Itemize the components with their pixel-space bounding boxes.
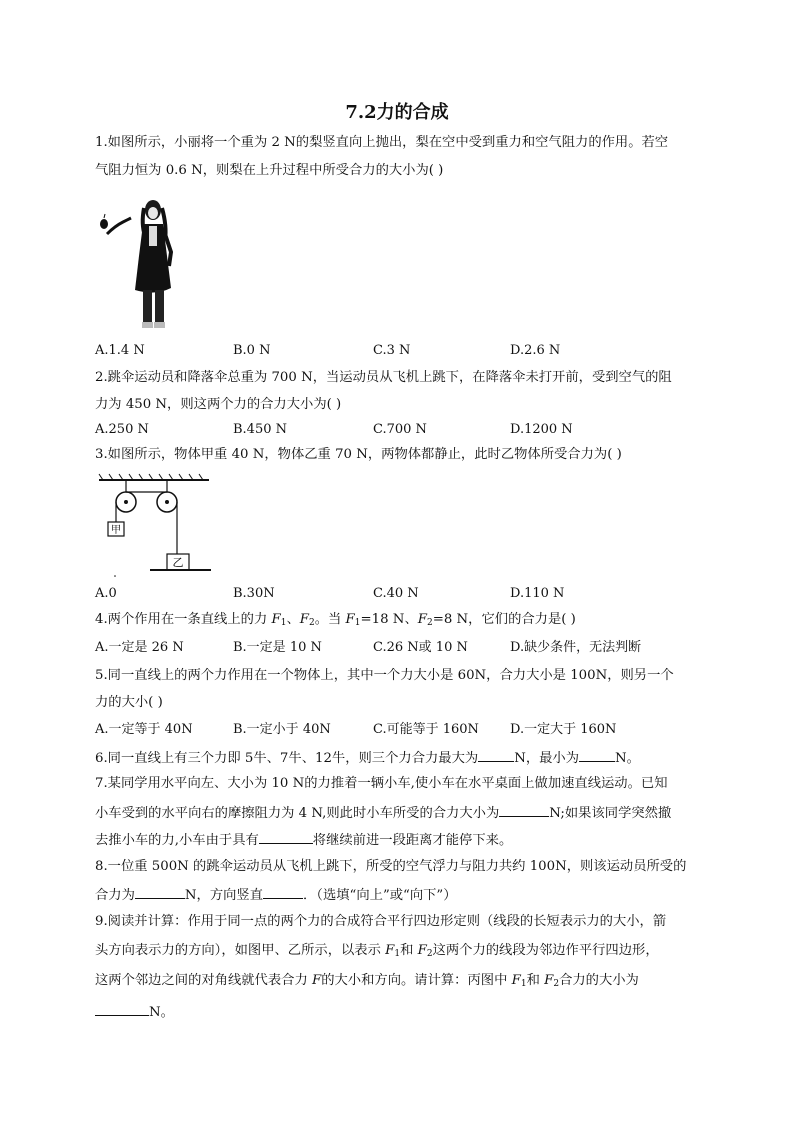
q9-sub-3: 1	[520, 979, 527, 989]
q4-sub-2: 2	[308, 618, 315, 628]
q7-text-2a: 小车受到的水平向右的摩擦阻力为 4 N,则此时小车所受的合力大小为	[95, 806, 500, 821]
q9-blank-resultant[interactable]	[95, 1001, 149, 1016]
block-jia-label: 甲	[111, 525, 121, 536]
q9-line2	[95, 941, 705, 964]
q3-option-d[interactable]: D.110 N	[510, 586, 565, 601]
q9-f2-b: F	[544, 973, 554, 988]
q8-text-2b: N，方向竖直	[184, 888, 264, 903]
q7-text-3a: 去推小车的力,小车由于具有	[95, 833, 259, 848]
q9-text-3b: 的大小和方向。请计算：丙图中	[321, 973, 512, 988]
q8-text-2c: ．（选填“向上”或“向下”）	[303, 888, 457, 903]
q4-text-1: 4.两个作用在一条直线上的力	[95, 612, 272, 627]
q9-sub-4: 2	[553, 979, 560, 989]
q1-option-a[interactable]: A.1.4 N	[95, 343, 145, 358]
q5-options	[95, 720, 705, 740]
q4-line1	[95, 610, 705, 633]
q7-line1: 7.某同学用水平向左、大小为 10 N的力推着一辆小车,使小车在水平桌面上做加速直线运动。已知	[95, 776, 668, 791]
q9-text-3c: 和	[526, 973, 545, 988]
q4-options	[95, 638, 705, 658]
q7-blank-force[interactable]	[499, 802, 549, 817]
q5-option-d[interactable]: D.一定大于 160N	[510, 722, 617, 737]
q1-option-b[interactable]: B.0 N	[233, 343, 271, 358]
q2-line2: 力为 450 N，则这两个力的合力大小为( )	[95, 397, 342, 412]
q1-option-c[interactable]: C.3 N	[373, 343, 411, 358]
q2-option-d[interactable]: D.1200 N	[510, 422, 573, 437]
q9-f1-b: F	[511, 973, 521, 988]
q9-text-3a: 这两个邻边之间的对角线就代表合力	[95, 973, 312, 988]
q5-option-b[interactable]: B.一定小于 40N	[233, 722, 331, 737]
q6-text-1: 6.同一直线上有三个力即 5牛、7牛、12牛，则三个力合力最大为	[95, 751, 479, 766]
q4-f1: F	[271, 612, 281, 627]
q4-option-b[interactable]: B.一定是 10 N	[233, 640, 322, 655]
q6-text-2: N，最小为	[514, 751, 580, 766]
q1-line2: 气阻力恒为 0.6 N，则梨在上升过程中所受合力的大小为( )	[95, 163, 444, 178]
q4-text-3: 。当	[314, 612, 346, 627]
q3-option-c[interactable]: C.40 N	[373, 586, 419, 601]
q9-f-resultant: F	[311, 973, 322, 988]
q5-option-c[interactable]: C.可能等于 160N	[373, 722, 479, 737]
q9-text-2b: 和	[400, 943, 418, 958]
q9-line3	[95, 971, 705, 994]
q8-line1: 8.一位重 500N 的跳伞运动员从飞机上跳下，所受的空气浮力与阻力共约 100N，则该运动员所受的	[95, 859, 687, 874]
q5-line1: 5.同一直线上的两个力作用在一个物体上，其中一个力大小是 60N，合力大小是 100N，则另一个	[95, 668, 674, 683]
q9-text-2c: 这两个力的线段为邻边作平行四边形，	[432, 943, 659, 958]
q1-option-d[interactable]: D.2.6 N	[510, 343, 561, 358]
pulley-system-figure	[95, 472, 215, 580]
q6-blank-min[interactable]	[579, 747, 615, 762]
q6-text-3: N。	[615, 751, 640, 766]
q9-f2: F	[417, 943, 427, 958]
q5-line2: 力的大小( )	[95, 695, 163, 710]
q4-sub-4: 2	[426, 618, 433, 628]
q9-sub-2: 2	[426, 949, 433, 959]
q4-text-5: =8 N，它们的合力是( )	[432, 612, 576, 627]
q3-option-a[interactable]: A.0	[95, 586, 117, 601]
q3-option-b[interactable]: B.30N	[233, 586, 275, 601]
q4-f2: F	[299, 612, 309, 627]
q3-line1: 3.如图所示，物体甲重 40 N，物体乙重 70 N，两物体都静止，此时乙物体所受合力为( )	[95, 447, 622, 462]
q3-options	[95, 584, 705, 604]
q7-line3	[95, 829, 705, 851]
q2-line1: 2.跳伞运动员和降落伞总重为 700 N，当运动员从飞机上跳下，在降落伞未打开前，受到空气的阻	[95, 370, 672, 385]
q9-text-4: N。	[149, 1005, 174, 1020]
q8-blank-force[interactable]	[135, 884, 185, 899]
q6-line	[95, 747, 705, 769]
q9-text-3d: 合力的大小为	[559, 973, 639, 988]
q9-text-2a: 头方向表示力的方向），如图甲、乙所示，以表示	[95, 943, 386, 958]
q4-sub-3: 1	[354, 618, 361, 628]
q9-line1: 9.阅读并计算：作用于同一点的两个力的合成符合平行四边形定则（线段的长短表示力的大小，箭	[95, 914, 667, 929]
q4-f2-b: F	[417, 612, 427, 627]
q4-text-4: =18 N、	[360, 612, 418, 627]
q6-blank-max[interactable]	[478, 747, 514, 762]
q4-f1-b: F	[345, 612, 355, 627]
q9-line4	[95, 1001, 705, 1023]
q9-sub-1: 1	[394, 949, 401, 959]
q7-text-2b: N;如果该同学突然撤	[549, 806, 672, 821]
page-title: 7.2力的合成	[345, 102, 449, 123]
q8-line2	[95, 884, 705, 906]
q4-option-d[interactable]: D.缺少条件，无法判断	[510, 640, 642, 655]
q5-option-a[interactable]: A.一定等于 40N	[95, 722, 193, 737]
block-yi-label: 乙	[172, 556, 184, 569]
q2-option-c[interactable]: C.700 N	[373, 422, 427, 437]
q8-text-2a: 合力为	[95, 888, 135, 903]
pear-icon	[100, 219, 108, 229]
q7-blank-inertia[interactable]	[259, 829, 313, 844]
q2-options	[95, 420, 705, 440]
q1-options	[95, 341, 705, 361]
girl-throwing-pear-figure	[95, 196, 177, 336]
q2-option-b[interactable]: B.450 N	[233, 422, 288, 437]
q2-option-a[interactable]: A.250 N	[95, 422, 149, 437]
q4-option-a[interactable]: A.一定是 26 N	[95, 640, 184, 655]
q4-text-2: 、	[286, 612, 300, 627]
q7-text-3b: 将继续前进一段距离才能停下来。	[312, 833, 513, 848]
q8-blank-direction[interactable]	[263, 884, 303, 899]
q1-line1: 1.如图所示，小丽将一个重为 2 N的梨竖直向上抛出，梨在空中受到重力和空气阻力的作用。若空	[95, 135, 669, 150]
q7-line2	[95, 802, 705, 824]
q4-option-c[interactable]: C.26 N或 10 N	[373, 640, 468, 655]
q4-sub-1: 1	[280, 618, 287, 628]
q9-f1: F	[385, 943, 395, 958]
